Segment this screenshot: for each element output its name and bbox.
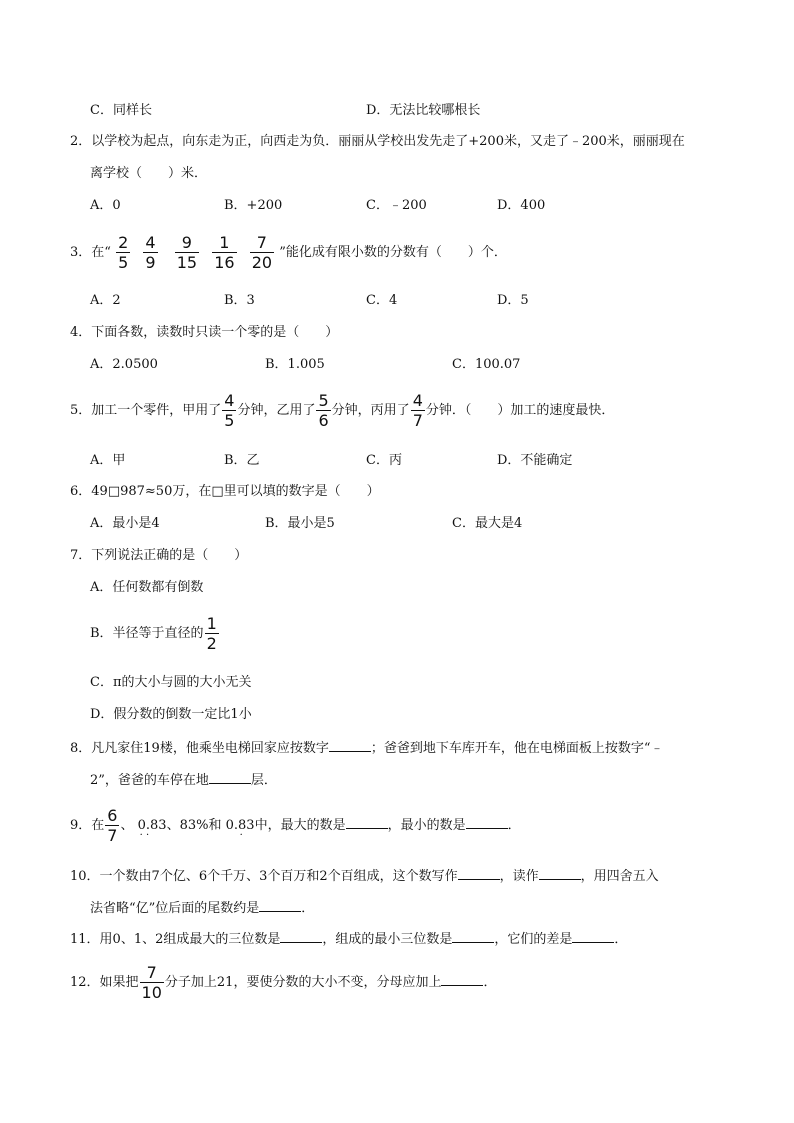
q9-repeating-decimal-2: · 0.83: [226, 818, 255, 833]
q7-option-a: A．任何数都有倒数: [90, 580, 204, 595]
q7-option-b-fraction: $\frac{1}{2}$: [206, 614, 217, 653]
q10-blank-3[interactable]: [259, 898, 301, 912]
q9-repeat-dot-1: · ·: [139, 830, 150, 841]
q9-stem: [70, 802, 521, 850]
q10-text-3: ，用四舍五入: [580, 869, 659, 884]
q6-option-b: B．最小是5: [265, 516, 335, 531]
q9-repeat-dot-2: ·: [239, 830, 243, 841]
q5-option-a: A．甲: [90, 453, 126, 468]
q11-text-1: 11．用0、1、2组成最大的三位数是: [70, 932, 281, 947]
q10-blank-2[interactable]: [539, 866, 581, 880]
q3-suffix: ”能化成有限小数的分数有（ ）个．: [279, 245, 507, 260]
q2-stem-line2: 离学校（ ）米．: [90, 166, 208, 181]
q9-blank-2[interactable]: [466, 815, 508, 829]
q4-stem: 4．下面各数，读数时只读一个零的是（ ）: [70, 325, 339, 340]
q6-stem: 6．49□987≈50万，在□里可以填的数字是（ ）: [70, 484, 380, 499]
q3-fraction-1: $\frac{2}{5}$: [118, 233, 129, 272]
q5-text-3: 分钟，丙用了: [331, 403, 410, 418]
q7-option-b-text: B．半径等于直径的: [90, 626, 204, 641]
q10-text-4: 法省略“亿”位后面的尾数约是: [90, 901, 260, 916]
q5-option-d: D．不能确定: [497, 453, 573, 468]
q5-text-4: 分钟．（ ）加工的速度最快．: [425, 403, 615, 418]
q3-stem: [70, 229, 507, 277]
q3-fraction-2: $\frac{4}{9}$: [145, 233, 156, 272]
q11-text-4: ．: [614, 932, 628, 947]
q11-blank-1[interactable]: [280, 929, 322, 943]
q10-text-2: ，读作: [499, 869, 539, 884]
q7-option-c: C．π的大小与圆的大小无关: [90, 675, 252, 690]
q3-fraction-5: $\frac{7}{20}$: [251, 233, 273, 272]
q11-text-3: ，它们的差是: [494, 932, 573, 947]
q9-text-6: ．: [507, 818, 521, 833]
q10-blank-1[interactable]: [458, 866, 500, 880]
q8-text-1: 8．凡凡家住19楼，他乘坐电梯回家应按数字: [70, 741, 329, 756]
q8-blank-1[interactable]: [329, 738, 371, 752]
q7-option-b: [90, 610, 220, 658]
q3-prefix: 3．在“: [70, 245, 111, 260]
q2-option-c: C．﹣200: [366, 198, 427, 213]
q8-blank-2[interactable]: [209, 770, 251, 784]
q2-stem-line1: 2．以学校为起点，向东走为正，向西走为负．丽丽从学校出发先走了+200米，又走了﹣200米，丽丽现在: [70, 134, 685, 149]
q9-repeating-decimal-1: · · 0.83: [138, 818, 167, 833]
q4-option-c: C．100.07: [452, 357, 521, 372]
q8-stem-line2: [90, 770, 277, 790]
q9-text-3: 、83%和: [166, 818, 222, 833]
q11-stem: [70, 929, 627, 949]
q12-blank-1[interactable]: [441, 972, 483, 986]
q10-text-1: 10．一个数由7个亿、6个千万、3个百万和2个百组成，这个数写作: [70, 869, 458, 884]
q7-stem: 7．下列说法正确的是（ ）: [70, 548, 248, 563]
q9-fraction: $\frac{6}{7}$: [107, 806, 118, 845]
q2-option-d: D．400: [497, 198, 546, 213]
q12-text-2: 分子加上21，要使分数的大小不变，分母应加上: [164, 975, 442, 990]
q5-text-1: 5．加工一个零件，甲用了: [70, 403, 222, 418]
q10-stem-line1: [70, 866, 659, 886]
q9-blank-1[interactable]: [346, 815, 388, 829]
q7-option-d: D．假分数的倒数一定比1小: [90, 707, 252, 722]
q11-blank-3[interactable]: [572, 929, 614, 943]
q1-option-c: C．同样长: [90, 103, 152, 118]
q5-fraction-1: $\frac{4}{5}$: [224, 391, 235, 430]
q3-option-d: D．5: [497, 293, 529, 308]
q5-option-b: B．乙: [224, 453, 260, 468]
q3-option-c: C．4: [366, 293, 398, 308]
q11-blank-2[interactable]: [452, 929, 494, 943]
q3-option-b: B．3: [224, 293, 255, 308]
q5-stem: [70, 387, 614, 435]
q2-option-b: B．+200: [224, 198, 283, 213]
q8-text-2: ；爸爸到地下车库开车，他在电梯面板上按数字“﹣: [370, 741, 664, 756]
q4-option-a: A．2.0500: [90, 357, 158, 372]
q3-fraction-3: $\frac{9}{15}$: [176, 233, 198, 272]
q12-text-1: 12．如果把: [70, 975, 139, 990]
q3-option-a: A．2: [90, 293, 121, 308]
q2-option-a: A．0: [90, 198, 121, 213]
q10-stem-line2: [90, 898, 314, 918]
q5-option-c: C．丙: [366, 453, 402, 468]
q5-text-2: 分钟，乙用了: [237, 403, 316, 418]
q9-text-1: 9．在: [70, 818, 105, 833]
q5-fraction-2: $\frac{5}{6}$: [318, 391, 329, 430]
q9-text-5: ，最小的数是: [387, 818, 466, 833]
q3-fraction-4: $\frac{1}{16}$: [214, 233, 235, 272]
q8-text-3: 2”，爸爸的车停在地: [90, 773, 209, 788]
q1-option-d: D．无法比较哪根长: [366, 103, 481, 118]
q12-stem: [70, 959, 496, 1007]
q9-text-2: 、: [120, 818, 134, 833]
q8-stem-line1: [70, 738, 663, 758]
q6-option-a: A．最小是4: [90, 516, 160, 531]
q8-text-4: 层．: [250, 773, 277, 788]
q12-text-3: ．: [483, 975, 497, 990]
q9-text-4: 中，最大的数是: [254, 818, 346, 833]
q11-text-2: ，组成的最小三位数是: [322, 932, 453, 947]
q5-fraction-3: $\frac{4}{7}$: [412, 391, 423, 430]
q4-option-b: B．1.005: [265, 357, 325, 372]
q12-fraction: $\frac{7}{10}$: [141, 963, 162, 1002]
q10-text-5: ．: [301, 901, 315, 916]
q6-option-c: C．最大是4: [452, 516, 523, 531]
